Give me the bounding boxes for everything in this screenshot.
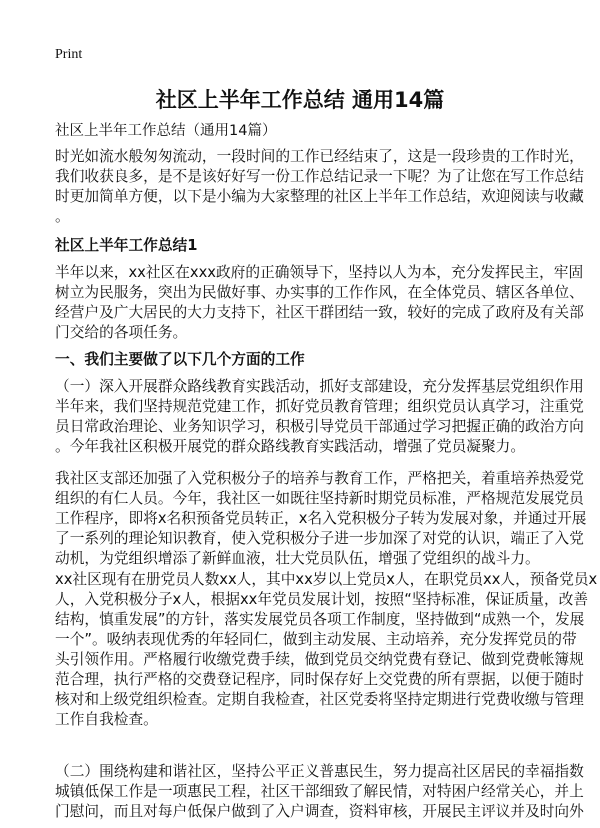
text-line: 工作程序，即将x名积预备党员转正，x名入党积极分子转为发展对象，并通过开展 [55,510,587,527]
text-line: 城镇低保工作是一项惠民工程，社区干部细致了解民情，对特困户经常关心，并上 [55,783,584,800]
section-heading: 社区上半年工作总结1 [55,237,198,254]
text-line: （二）围绕构建和谐社区，坚持公平正义普惠民生，努力提高社区居民的幸福指数 [55,763,584,780]
text-line: 半年以来，xx社区在xxx政府的正确领导下，坚持以人为本，充分发挥民主，牢固 [55,264,584,281]
text-line: 经营户及广大居民的大力支持下，社区干群团结一致，较好的完成了政府及有关部 [55,304,584,321]
print-link[interactable]: Print [55,47,83,62]
text-line: 员日常政治理论、业务知识学习，积极引导党员干部通过学习把握正确的政治方向 [55,418,584,435]
paragraph-2 [55,377,584,457]
text-line: 我社区支部还加强了入党积极分子的培养与教育工作，严格把关，着重培养热爱党 [55,470,584,487]
page-title: 社区上半年工作总结 通用14篇 [155,88,445,112]
intro-paragraph [55,147,584,227]
text-line: 组织的有仁人员。今年，我社区一如既往坚持新时期党员标准，严格规范发展党员 [55,490,584,507]
text-line: 范合理，执行严格的交费登记程序，同时保存好上交党费的所有票据，以便于随时 [55,671,584,688]
paragraph-1 [55,263,584,343]
text-line: 工作自我检查。 [55,711,158,728]
text-line: xx社区现有在册党员人数xx人，其中xx岁以上党员x人，在职党员xx人，预备党员x [55,571,598,588]
text-line: 时光如流水般匆匆流动，一段时间的工作已经结束了，这是一段珍贵的工作时光， [55,148,584,165]
text-line: 门慰问，而且对每户低保户做到了入户调查，资料审核，开展民主评议并及时向外 [55,803,584,820]
paragraph-4 [55,570,597,730]
text-line: 时更加简单方便，以下是小编为大家整理的社区上半年工作总结，欢迎阅读与收藏 [55,188,584,205]
paragraph-3 [55,469,586,569]
text-line: 动机，为党组织增添了新鲜血液，壮大党员队伍，增强了党组织的战斗力。 [55,550,540,567]
text-line: （一）深入开展群众路线教育实践活动，抓好支部建设，充分发挥基层党组织作用 [55,378,584,395]
text-line: 了一系列的理论知识教育，使入党积极分子进一步加深了对党的认识，端正了入党 [55,530,584,547]
text-line: 核对和上级党组织检查。定期自我检查，社区党委将坚持定期进行党费收缴与管理 [55,691,584,708]
paragraph-5 [55,762,584,822]
text-line: 一个”。吸纳表现优秀的年轻同仁，做到主动发展、主动培养，充分发挥党员的带 [55,631,577,648]
document-subtitle: 社区上半年工作总结（通用14篇） [55,123,277,139]
text-line: 人，入党积极分子x人，根据xx年党员发展计划，按照“坚持标准，保证质量，改善 [55,591,589,608]
subsection-heading: 一、我们主要做了以下几个方面的工作 [55,351,305,368]
text-line: 我们收获良多，是不是该好好写一份工作总结记录一下呢？为了让您在写工作总结 [55,168,584,185]
text-line: 半年来，我们坚持规范党建工作，抓好党员教育管理；组织党员认真学习，注重党 [55,398,584,415]
text-line: 门交给的各项任务。 [55,324,188,341]
text-line: 头引领作用。严格履行收缴党费手续，做到党员交纳党费有登记、做到党费帐簿规 [55,651,584,668]
text-line: 。 [55,208,70,225]
text-line: 树立为民服务，突出为民做好事、办实事的工作作风，在全体党员、辖区各单位、 [55,284,584,301]
text-line: 。今年我社区积极开展党的群众路线教育实践活动，增强了党员凝聚力。 [55,438,526,455]
text-line: 结构，慎重发展”的方针，落实发展党员各项工作制度，坚持做到“成熟一个，发展 [55,611,585,628]
